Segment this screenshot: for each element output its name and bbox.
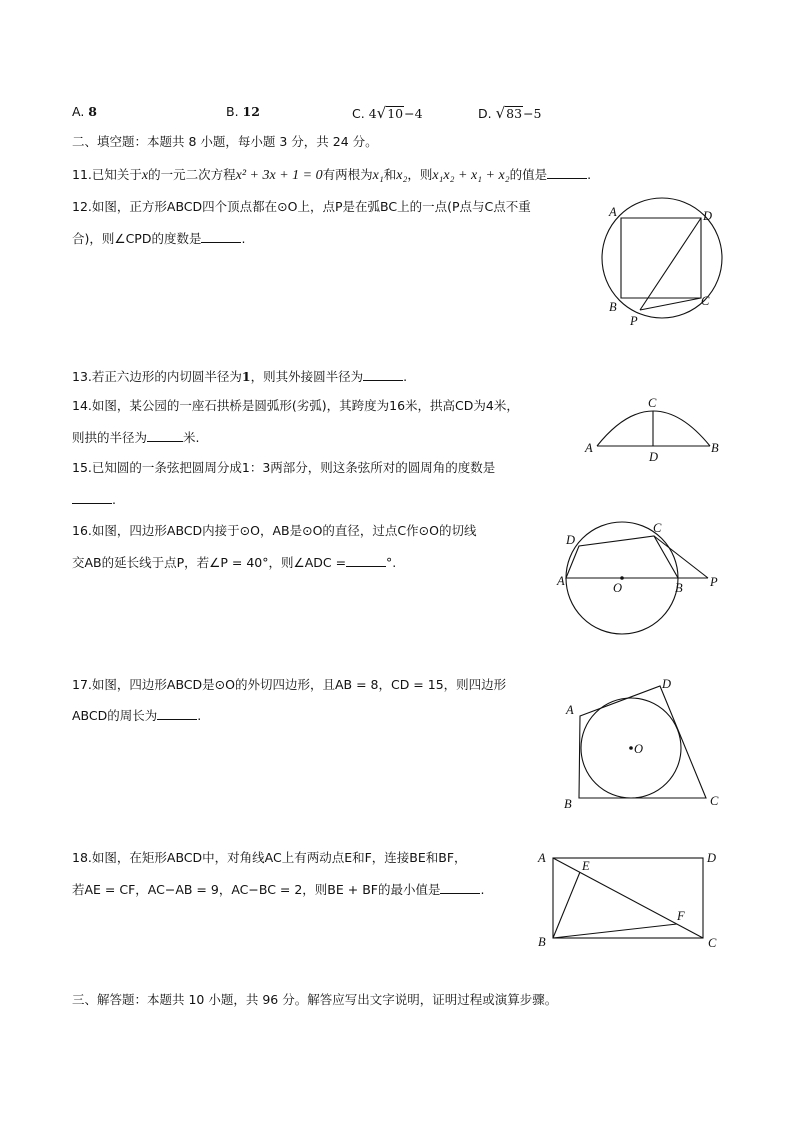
segment-be (553, 872, 580, 938)
segment-bf (553, 924, 677, 938)
option-d: D. √83−5 (478, 104, 542, 122)
label-d: D (662, 677, 672, 691)
square-abcd (621, 218, 701, 298)
answer-blank (157, 707, 197, 720)
label-c: C (710, 794, 719, 808)
section-2-heading: 二、填空题：本题共 8 小题，每小题 3 分，共 24 分。 (72, 134, 378, 149)
label-a: A (538, 851, 546, 865)
label-o: O (613, 581, 623, 595)
answer-blank (363, 368, 403, 381)
question-17-line-2: ABCD的周长为 . (72, 708, 202, 723)
option-b: B. 12 (226, 104, 260, 119)
label-b: B (609, 300, 617, 314)
question-15-line-1: 15.已知圆的一条弦把圆周分成1：3两部分，则这条弦所对的圆周角的度数是 (72, 460, 496, 475)
segment-pc (640, 298, 701, 310)
figure-12 (598, 200, 728, 330)
segment-pd (640, 218, 701, 310)
answer-blank (547, 166, 587, 179)
label-d: D (649, 450, 659, 464)
question-16-line-2: 交AB的延长线于点P，若∠P = 40°，则∠ADC = °. (72, 555, 397, 570)
label-b: B (564, 797, 572, 811)
label-b: B (675, 581, 683, 595)
answer-blank (147, 429, 183, 442)
label-a: A (566, 703, 574, 717)
answer-blank (346, 554, 386, 567)
question-15-line-2: . (72, 491, 116, 508)
answer-blank (72, 491, 112, 504)
label-c: C (701, 294, 710, 308)
label-d: D (566, 533, 576, 547)
label-a: A (585, 441, 593, 455)
label-f: F (677, 909, 685, 923)
answer-blank (440, 881, 480, 894)
question-18-line-1: 18.如图，在矩形ABCD中，对角线AC上有两动点E和F，连接BE和BF， (72, 850, 467, 865)
label-a: A (557, 574, 565, 588)
figure-16 (556, 515, 726, 640)
label-d: D (707, 851, 717, 865)
question-13: 13.若正六边形的内切圆半径为1，则其外接圆半径为 . (72, 369, 408, 384)
question-14-line-2: 则拱的半径为 米. (72, 430, 200, 445)
label-c: C (708, 936, 717, 950)
question-12-line-1: 12.如图，正方形ABCD四个顶点都在⊙O上，点P是在弧BC上的一点(P点与C点不重 (72, 199, 531, 214)
label-d: D (703, 209, 713, 223)
label-p: P (630, 314, 638, 328)
center-dot (620, 576, 624, 580)
option-a: A. 8 (72, 104, 97, 119)
label-b: B (711, 441, 719, 455)
option-c: C. 4√10−4 (352, 104, 423, 122)
figure-14 (580, 395, 730, 465)
label-b: B (538, 935, 546, 949)
label-c: C (648, 396, 657, 410)
answer-blank (201, 230, 241, 243)
label-o: O (634, 742, 644, 756)
diagonal-ac (553, 858, 703, 938)
figure-17 (560, 672, 730, 812)
label-c: C (653, 521, 662, 535)
label-e: E (582, 859, 590, 873)
center-dot (629, 746, 633, 750)
section-3-heading: 三、解答题：本题共 10 小题，共 96 分。解答应写出文字说明，证明过程或演算步骤。 (72, 992, 558, 1007)
figure-18 (534, 848, 724, 948)
question-12-line-2: 合)，则∠CPD的度数是 . (72, 231, 246, 246)
question-16-line-1: 16.如图，四边形ABCD内接于⊙O，AB是⊙O的直径，过点C作⊙O的切线 (72, 523, 477, 538)
question-17-line-1: 17.如图，四边形ABCD是⊙O的外切四边形，且AB = 8，CD = 15，则四边形 (72, 677, 507, 692)
quad-abcd (566, 536, 678, 578)
label-p: P (710, 575, 718, 589)
question-11: 11.已知关于x的一元二次方程x² + 3x + 1 = 0有两根为x₁和x₂，则x₁x₂ + x₁ + x₂的值是 . (72, 167, 592, 183)
label-a: A (609, 205, 617, 219)
tangent-cp (654, 536, 708, 578)
question-14-line-1: 14.如图，某公园的一座石拱桥是圆弧形(劣弧)，其跨度为16米，拱高CD为4米， (72, 398, 519, 413)
question-18-line-2: 若AE = CF，AC−AB = 9，AC−BC = 2，则BE + BF的最小值是 . (72, 882, 485, 897)
